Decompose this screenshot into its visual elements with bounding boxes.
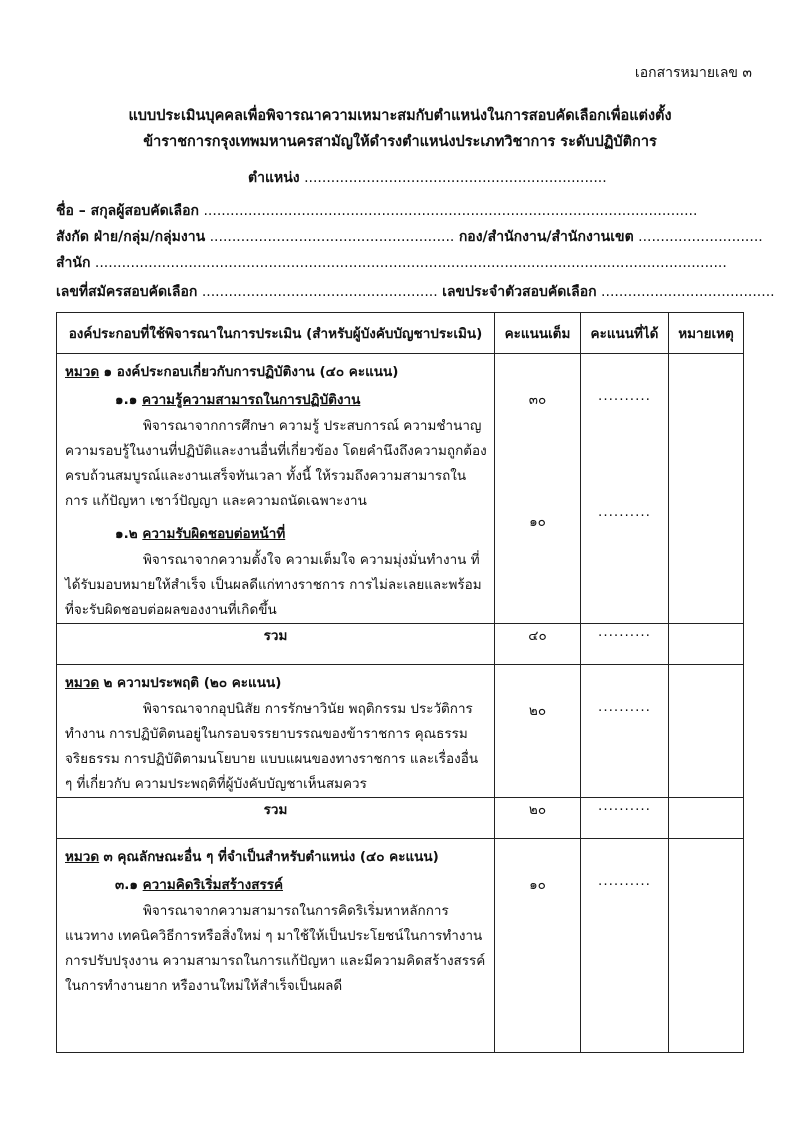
section3-row xyxy=(57,839,744,1053)
item-1-1-title: ความรู้ความสามารถในการปฏิบัติงาน xyxy=(141,392,361,408)
section3-title xyxy=(65,845,494,867)
exam-id-dots: ....................................... xyxy=(601,284,775,300)
section1-total-row xyxy=(57,624,744,665)
item-1-1-heading xyxy=(115,388,494,410)
item-1-2-number: ๑.๒ xyxy=(115,526,138,542)
section1-total-score: ๔๐ xyxy=(495,624,581,665)
position-dots: .................................................................... xyxy=(304,170,607,186)
name-dots: ............................................................................................................... xyxy=(203,203,698,219)
header-full-score: คะแนนเต็ม xyxy=(495,313,581,354)
section2-full-score: ๒๐ xyxy=(528,703,547,719)
division-label: กอง/สำนักงาน/สำนักงานเขต xyxy=(458,229,634,245)
section2-remark-cell[interactable] xyxy=(669,665,744,798)
section2-total-input[interactable]: .......... xyxy=(581,798,669,839)
header-score-obtained: คะแนนที่ได้ xyxy=(581,313,669,354)
item-3-1-score-input[interactable]: .......... xyxy=(598,873,651,889)
form-title-line1: แบบประเมินบุคคลเพื่อพิจารณาความเหมาะสมกับตำแหน่งในการสอบคัดเลือกเพื่อแต่งตั้ง xyxy=(128,108,672,124)
position-label: ตำแหน่ง xyxy=(248,170,300,186)
section2-criteria-cell xyxy=(57,665,495,798)
section2-title xyxy=(65,671,494,693)
form-title-line2: ข้าราชการกรุงเทพมหานครสามัญให้ดำรงตำแหน่งประเภทวิชาการ ระดับปฏิบัติการ xyxy=(143,134,657,150)
section2-title-text: ๒ ความประพฤติ (๒๐ คะแนน) xyxy=(103,675,282,691)
section3-tag: หมวด xyxy=(65,849,100,865)
item-1-2-description: พิจารณาจากความตั้งใจ ความเต็มใจ ความมุ่งมั่นทำงาน ที่ได้รับมอบหมายให้สำเร็จ เป็นผลดีแก่ทางราชการ การไม่ละเลยและพร้อม ที่จะรับผิดชอบต่อผลของงานที่เกิดขึ้น xyxy=(65,552,482,618)
name-label: ชื่อ – สกุลผู้สอบคัดเลือก xyxy=(56,203,200,219)
item-1-1-full-score: ๓๐ xyxy=(528,392,547,408)
item-1-1-description: พิจารณาจากการศึกษา ความรู้ ประสบการณ์ ความชำนาญ ความรอบรู้ในงานที่ปฏิบัติและงานอื่นที่เกี่ยวข้อง โดยคำนึงถึงความถูกต้อง ครบถ้วนสมบูรณ์และงานเสร็จทันเวลา ทั้งนี้ ให้รวมถึงความสามารถในการ แก้ปัญหา เชาว์ปัญญา และความถนัดเฉพาะงาน xyxy=(65,418,487,509)
section1-remark-cell[interactable] xyxy=(669,354,744,624)
item-3-1-heading xyxy=(115,873,494,895)
office-field[interactable] xyxy=(56,252,727,274)
item-3-1-description: พิจารณาจากความสามารถในการคิดริเริ่มหาหลักการ แนวทาง เทคนิควิธีการหรือสิ่งใหม่ ๆ มาใช้ให้เป็นประโยชน์ในการทำงาน การปรับปรุงงาน ความสามารถในการแก้ปัญหา และมีความคิดสร้างสรรค์ในการทำงานยาก หรืองานใหม่ให้สำเร็จเป็นผลดี xyxy=(65,903,486,994)
item-1-2-heading xyxy=(115,522,494,544)
section3-score-obtained-cell[interactable] xyxy=(581,839,669,1053)
section2-total-row xyxy=(57,798,744,839)
section3-title-text: ๓ คุณลักษณะอื่น ๆ ที่จำเป็นสำหรับตำแหน่ง (๔๐ คะแนน) xyxy=(103,849,439,865)
office-dots: .............................................................................................................................................. xyxy=(94,255,727,271)
section2-full-score-cell xyxy=(495,665,581,798)
position-field[interactable] xyxy=(248,167,607,189)
division-dots: ............................ xyxy=(638,229,763,245)
section1-criteria-cell xyxy=(57,354,495,624)
section3-criteria-cell xyxy=(57,839,495,1053)
section1-total-label: รวม xyxy=(57,624,495,665)
item-1-2-title: ความรับผิดชอบต่อหน้าที่ xyxy=(142,526,286,542)
exam-id-label: เลขประจำตัวสอบคัดเลือก xyxy=(442,284,597,300)
office-label: สำนัก xyxy=(56,255,91,271)
evaluation-table xyxy=(56,312,744,1053)
section1-total-remark[interactable] xyxy=(669,624,744,665)
section1-title-text: ๑ องค์ประกอบเกี่ยวกับการปฏิบัติงาน (๔๐ คะแนน) xyxy=(103,364,399,380)
affiliation-field[interactable] xyxy=(56,226,763,248)
section1-full-score-cell xyxy=(495,354,581,624)
section2-total-remark[interactable] xyxy=(669,798,744,839)
header-criteria: องค์ประกอบที่ใช้พิจารณาในการประเมิน (สำหรับผู้บังคับบัญชาประเมิน) xyxy=(57,313,495,354)
section1-title xyxy=(65,360,494,382)
item-1-1-number: ๑.๑ xyxy=(115,392,138,408)
name-field[interactable] xyxy=(56,200,697,222)
applicant-number-dots: ..................................................... xyxy=(201,284,438,300)
document-reference: เอกสารหมายเลข ๓ xyxy=(634,65,752,81)
affiliation-label: สังกัด ฝ่าย/กลุ่ม/กลุ่มงาน xyxy=(56,229,206,245)
table-header-row xyxy=(57,313,744,354)
section2-row xyxy=(57,665,744,798)
section2-total-label: รวม xyxy=(57,798,495,839)
section1-score-obtained-cell[interactable] xyxy=(581,354,669,624)
item-1-2-full-score: ๑๐ xyxy=(529,514,546,530)
item-3-1-full-score: ๑๐ xyxy=(529,877,546,893)
section3-remark-cell[interactable] xyxy=(669,839,744,1053)
section1-total-input[interactable]: .......... xyxy=(581,624,669,665)
section1-row xyxy=(57,354,744,624)
section2-total-score: ๒๐ xyxy=(495,798,581,839)
section1-tag: หมวด xyxy=(65,364,100,380)
item-1-2-score-input[interactable]: .......... xyxy=(598,504,651,520)
section2-description: พิจารณาจากอุปนิสัย การรักษาวินัย พฤติกรรม ประวัติการทำงาน การปฏิบัติตนอยู่ในกรอบจรรยาบรรณของข้าราชการ คุณธรรม จริยธรรม การปฏิบัติตามนโยบาย แบบแผนของทางราชการ และเรื่องอื่น ๆ ที่เกี่ยวกับ ความประพฤติที่ผู้บังคับบัญชาเห็นสมควร xyxy=(65,701,479,792)
item-3-1-title: ความคิดริเริ่มสร้างสรรค์ xyxy=(142,877,283,893)
affiliation-dots: ....................................................... xyxy=(209,229,455,245)
section2-tag: หมวด xyxy=(65,675,100,691)
applicant-number-label: เลขที่สมัครสอบคัดเลือก xyxy=(56,284,198,300)
section2-score-input[interactable]: .......... xyxy=(598,699,651,715)
item-3-1-number: ๓.๑ xyxy=(115,877,138,893)
section2-score-obtained-cell[interactable] xyxy=(581,665,669,798)
section3-full-score-cell xyxy=(495,839,581,1053)
item-1-1-score-input[interactable]: .......... xyxy=(598,388,651,404)
header-remark: หมายเหตุ xyxy=(669,313,744,354)
applicant-number-field[interactable] xyxy=(56,281,775,303)
